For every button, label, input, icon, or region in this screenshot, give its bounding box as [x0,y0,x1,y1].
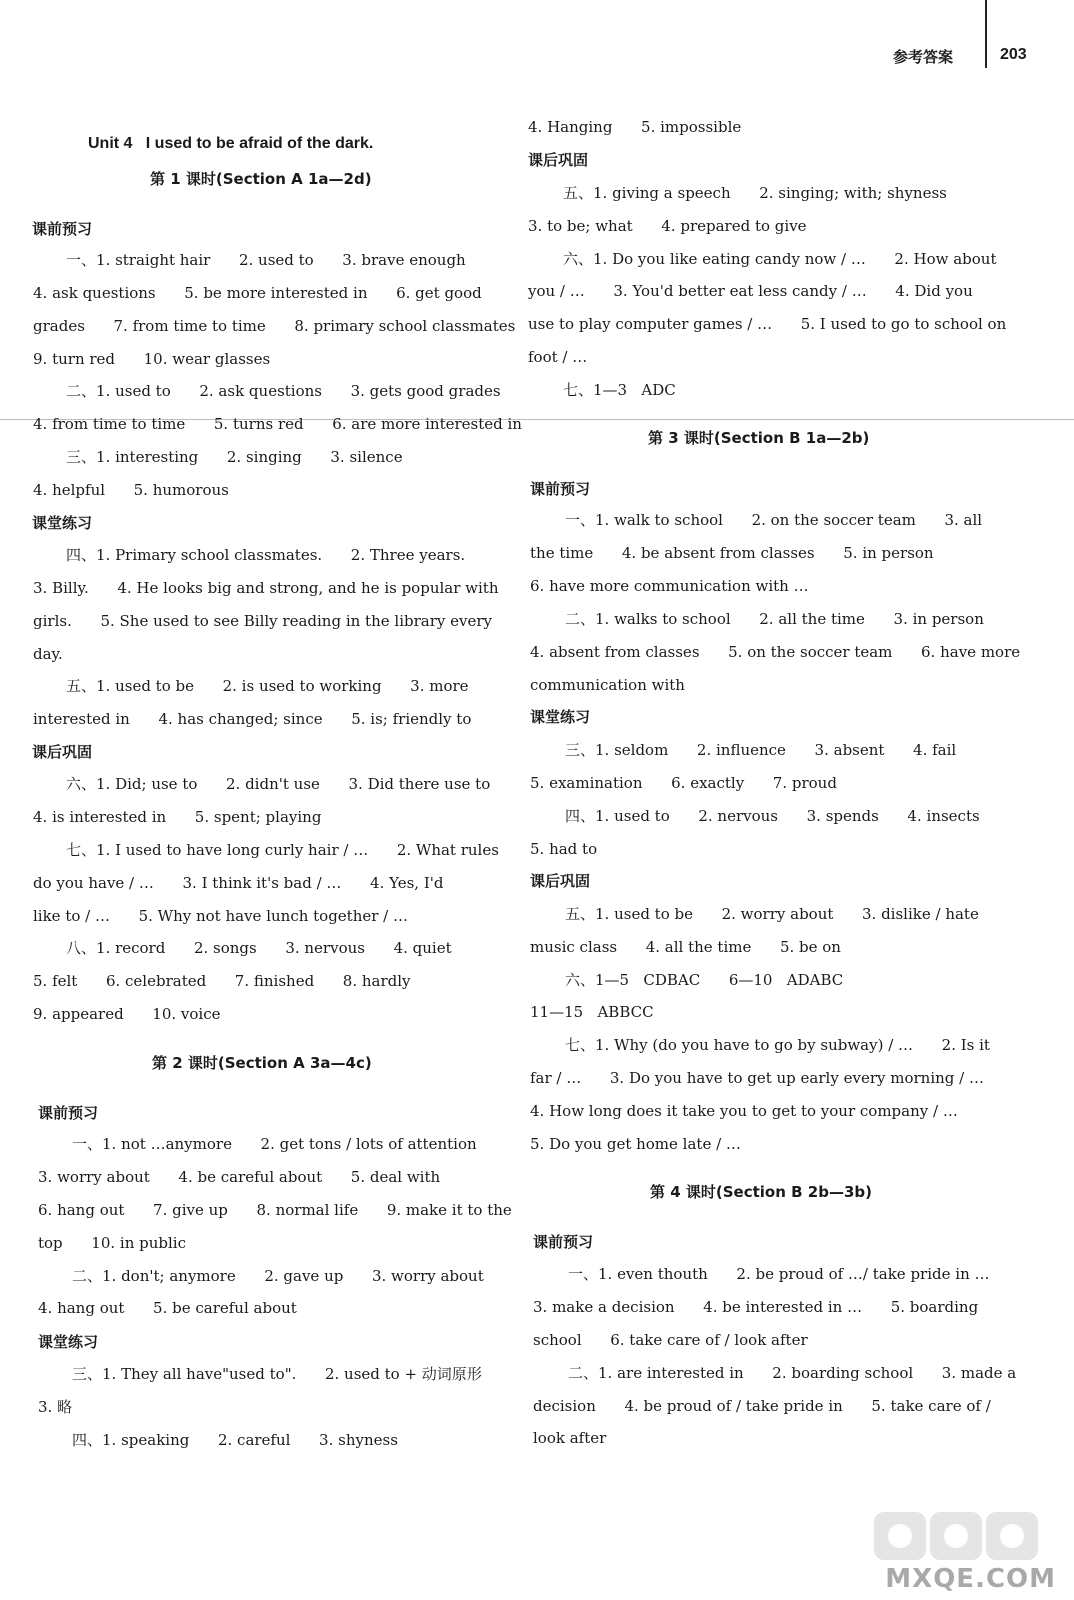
answer-line: 二、1. walks to school 2. all the time 3. in person [565,610,984,628]
answer-line: 6. hang out 7. give up 8. normal life 9. make it to the [38,1201,512,1219]
answer-line: 3. make a decision 4. be interested in … 5. boarding [533,1298,979,1316]
answer-line: 4. helpful 5. humorous [33,481,229,499]
answer-line: 三、1. seldom 2. influence 3. absent 4. fail [565,741,957,759]
lesson-heading: 第 4 课时(Section B 2b—3b) [650,1183,872,1201]
answer-line: music class 4. all the time 5. be on [530,938,841,956]
answer-line: decision 4. be proud of / take pride in 5. take care of / [533,1397,991,1415]
answer-line: 4. is interested in 5. spent; playing [33,808,322,826]
section-heading: 课堂练习 [32,514,93,532]
section-heading: 课后巩固 [530,872,591,890]
answer-line: 四、1. Primary school classmates. 2. Three years. [66,546,466,564]
answer-line: 4. How long does it take you to get to your company / … [530,1102,958,1120]
answer-line: day. [33,645,63,663]
answer-line: 二、1. used to 2. ask questions 3. gets good grades [66,382,501,400]
answer-line: 4. Hanging 5. impossible [528,118,742,136]
answer-line: girls. 5. She used to see Billy reading in the library every [33,612,492,630]
answer-line: 4. from time to time 5. turns red 6. are more interested in [33,415,522,433]
answer-line: grades 7. from time to time 8. primary school classmates [33,317,516,335]
answer-line: 五、1. used to be 2. is used to working 3. more [66,677,469,695]
section-heading: 课前预习 [530,480,591,498]
header-rule [985,0,987,68]
answer-line: 5. examination 6. exactly 7. proud [530,774,837,792]
answer-line: 4. hang out 5. be careful about [38,1299,297,1317]
page-number: 203 [1000,46,1027,63]
answer-line: 4. ask questions 5. be more interested in 6. get good [33,284,482,302]
section-heading: 课前预习 [38,1104,99,1122]
answer-line: look after [533,1429,607,1447]
watermark-text: MXQE.COM [885,1564,1056,1594]
answer-line: 一、1. straight hair 2. used to 3. brave enough [66,251,466,269]
answer-line: 六、1. Did; use to 2. didn't use 3. Did there use to [66,775,491,793]
answer-line: 三、1. interesting 2. singing 3. silence [66,448,403,466]
answer-line: communication with [530,676,685,694]
unit-title: Unit 4 I used to be afraid of the dark. [88,135,374,152]
answer-line: you / … 3. You'd better eat less candy / … 4. Did you [528,282,973,300]
answer-line: 六、1—5 CDBAC 6—10 ADABC [565,971,844,989]
answer-line: 六、1. Do you like eating candy now / … 2. How about [563,250,997,268]
answer-line: 三、1. They all have"used to". 2. used to + 动词原形 [72,1365,482,1383]
answer-line: 3. Billy. 4. He looks big and strong, and he is popular with [33,579,499,597]
header-title: 参考答案 [893,48,954,66]
lesson-heading: 第 2 课时(Section A 3a—4c) [152,1054,372,1072]
answer-line: 七、1. Why (do you have to go by subway) / … 2. Is it [565,1036,990,1054]
answer-line: 八、1. record 2. songs 3. nervous 4. quiet [66,939,452,957]
answer-line: 5. felt 6. celebrated 7. finished 8. hardly [33,972,411,990]
answer-line: 四、1. used to 2. nervous 3. spends 4. insects [565,807,980,825]
answer-line: 11—15 ABBCC [530,1003,654,1021]
answer-line: 五、1. giving a speech 2. singing; with; shyness [563,184,947,202]
answer-line: 一、1. walk to school 2. on the soccer team 3. all [565,511,983,529]
answer-line: top 10. in public [38,1234,186,1252]
answer-line: 3. worry about 4. be careful about 5. deal with [38,1168,441,1186]
answer-line: 9. turn red 10. wear glasses [33,350,271,368]
answer-line: foot / … [528,348,588,366]
answer-line: 二、1. don't; anymore 2. gave up 3. worry about [72,1267,484,1285]
answer-line: 6. have more communication with … [530,577,809,595]
answer-line: 3. 略 [38,1398,73,1416]
answer-line: do you have / … 3. I think it's bad / … 4. Yes, I'd [33,874,444,892]
answer-line: 一、1. not …anymore 2. get tons / lots of attention [72,1135,477,1153]
lesson-heading: 第 1 课时(Section A 1a—2d) [150,170,372,188]
answer-line: the time 4. be absent from classes 5. in person [530,544,934,562]
answer-line: 四、1. speaking 2. careful 3. shyness [72,1431,398,1449]
answer-line: 3. to be; what 4. prepared to give [528,217,807,235]
answer-line: 二、1. are interested in 2. boarding school 3. made a [568,1364,1017,1382]
section-heading: 课前预习 [533,1233,594,1251]
answer-line: use to play computer games / … 5. I used to go to school on [528,315,1007,333]
answer-line: interested in 4. has changed; since 5. is; friendly to [33,710,472,728]
answer-line: 5. Do you get home late / … [530,1135,741,1153]
answer-line: 七、1. I used to have long curly hair / … 2. What rules [66,841,499,859]
answer-line: school 6. take care of / look after [533,1331,808,1349]
section-heading: 课后巩固 [528,151,589,169]
answer-line: 五、1. used to be 2. worry about 3. dislike / hate [565,905,979,923]
section-heading: 课后巩固 [32,743,93,761]
answer-line: 一、1. even thouth 2. be proud of …/ take pride in … [568,1265,990,1283]
section-heading: 课前预习 [32,220,93,238]
answer-line: 5. had to [530,840,598,858]
answer-line: far / … 3. Do you have to get up early every morning / … [530,1069,984,1087]
section-heading: 课堂练习 [38,1333,99,1351]
answer-line: 4. absent from classes 5. on the soccer team 6. have more [530,643,1021,661]
lesson-heading: 第 3 课时(Section B 1a—2b) [648,429,870,447]
section-heading: 课堂练习 [530,708,591,726]
answer-line: like to / … 5. Why not have lunch together / … [33,907,409,925]
answer-line: 七、1—3 ADC [563,381,676,399]
answer-line: 9. appeared 10. voice [33,1005,221,1023]
